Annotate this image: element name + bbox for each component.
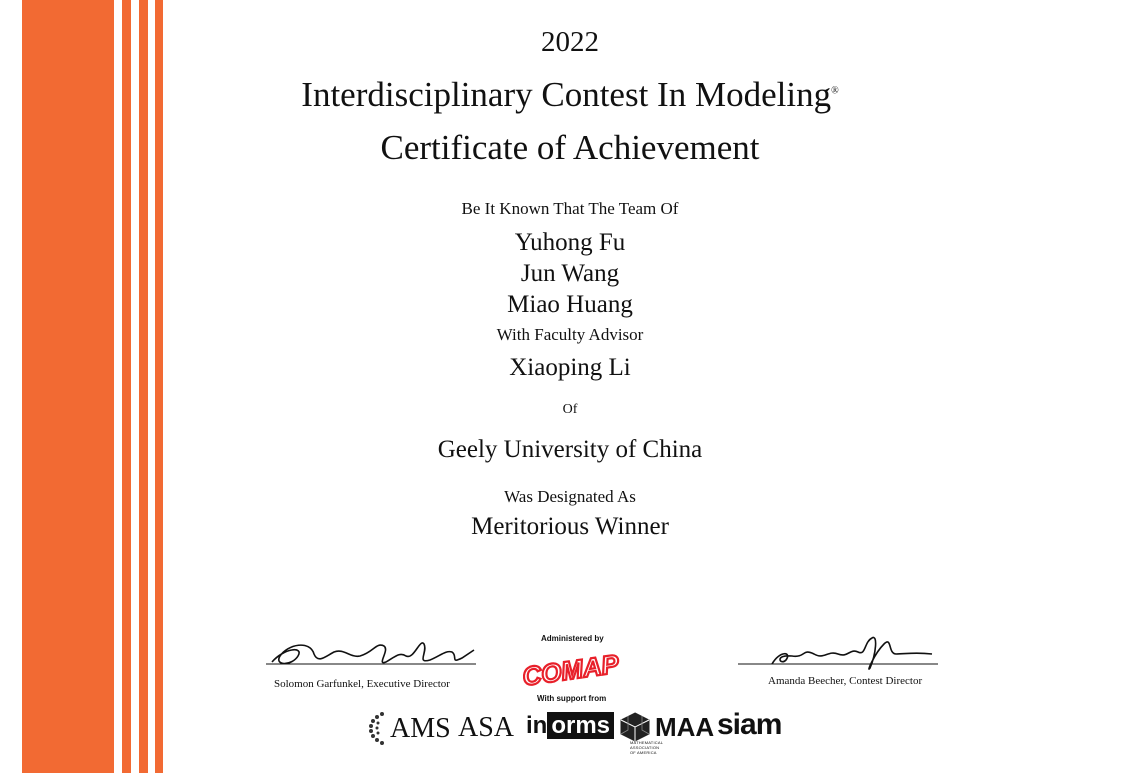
- maa-polyhedron-icon: [618, 712, 652, 742]
- institution-name: Geely University of China: [437, 436, 703, 463]
- decorative-stripe-wide: [22, 0, 114, 773]
- maa-subtitle: MATHEMATICAL ASSOCIATION OF AMERICA: [630, 740, 663, 755]
- contest-director-caption: Amanda Beecher, Contest Director: [768, 675, 923, 687]
- registered-mark: ®: [831, 85, 839, 97]
- team-member-name: Yuhong Fu: [514, 229, 626, 256]
- contest-director-signature: [736, 624, 941, 672]
- administered-by-label: Administered by: [541, 634, 604, 643]
- decorative-stripe: [139, 0, 148, 773]
- designation: Meritorious Winner: [471, 513, 669, 540]
- designation-label: Was Designated As: [504, 487, 636, 506]
- intro-text: Be It Known That The Team Of: [461, 199, 679, 218]
- certificate-subtitle: Certificate of Achievement: [380, 128, 760, 167]
- executive-director-caption: Solomon Garfunkel, Executive Director: [274, 678, 450, 690]
- team-member-name: Jun Wang: [520, 260, 620, 287]
- ams-dots-icon: [368, 710, 390, 746]
- advisor-label: With Faculty Advisor: [496, 325, 644, 344]
- maa-logo-text: MAA: [655, 712, 715, 742]
- decorative-stripe: [122, 0, 131, 773]
- decorative-stripe: [155, 0, 163, 773]
- advisor-name: Xiaoping Li: [509, 354, 631, 381]
- comap-logo-text: COMAP: [520, 648, 621, 692]
- asa-logo-text: ASA: [458, 712, 515, 743]
- executive-director-signature: [264, 626, 479, 672]
- team-member-name: Miao Huang: [507, 291, 633, 318]
- certificate-year: 2022: [541, 26, 599, 58]
- contest-title: Interdisciplinary Contest In Modeling®: [301, 75, 839, 114]
- siam-logo-text: siam: [717, 708, 782, 741]
- comap-logo: [520, 645, 621, 692]
- of-label: Of: [562, 402, 578, 417]
- support-label: With support from: [537, 694, 607, 703]
- informs-logo: in orms: [526, 712, 614, 742]
- ams-logo-text: AMS: [390, 713, 451, 744]
